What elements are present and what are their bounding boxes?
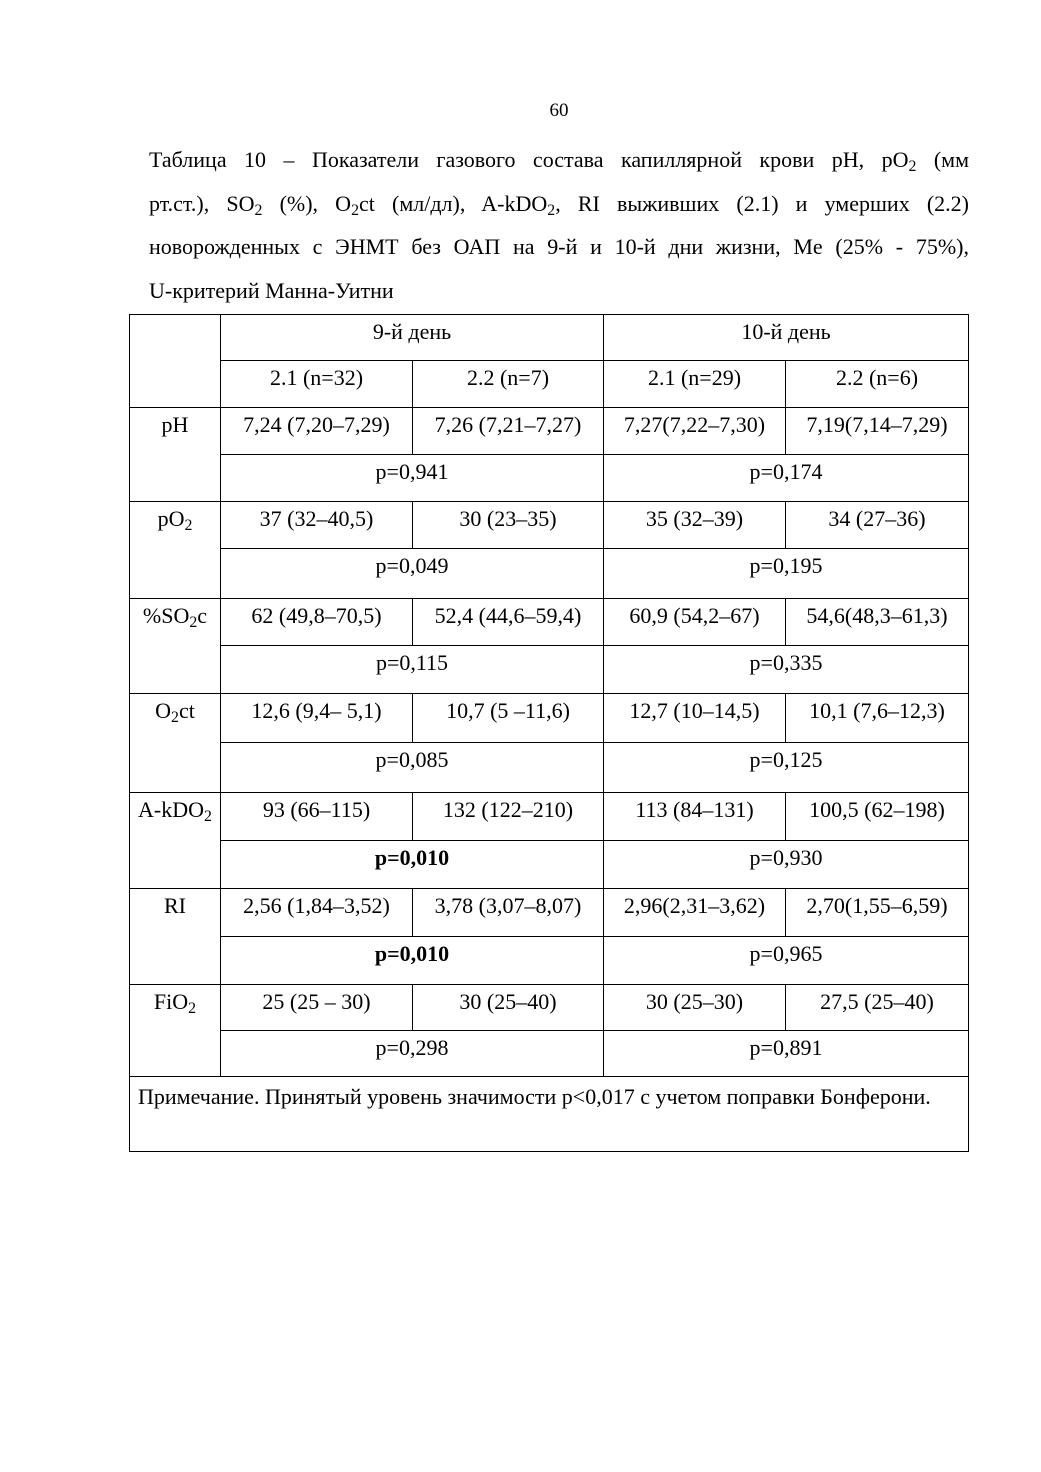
value-cell: 10,7 (5 –11,6) (413, 694, 604, 743)
value-cell: 7,26 (7,21–7,27) (413, 408, 604, 455)
p-value-day10: p=0,930 (604, 841, 969, 889)
row-label: $O_2ct$ (130, 694, 221, 793)
p-value-day9: p=0,115 (221, 646, 604, 694)
table-row (130, 599, 969, 646)
value-cell: 30 (23–35) (413, 502, 604, 549)
value-cell: 93 (66–115) (221, 793, 413, 841)
value-cell: 2,96(2,31–3,62) (604, 889, 786, 937)
header-group: 2.1 (n=29) (604, 361, 786, 408)
value-cell: 7,24 (7,20–7,29) (221, 408, 413, 455)
table-row (130, 694, 969, 743)
header-group: 2.2 (n=6) (786, 361, 969, 408)
value-cell: 37 (32–40,5) (221, 502, 413, 549)
p-value-row (130, 743, 969, 793)
value-cell: 54,6(48,3–61,3) (786, 599, 969, 646)
row-label: RI (130, 889, 221, 985)
value-cell: 30 (25–30) (604, 985, 786, 1031)
blood-gas-table (129, 314, 969, 1152)
header-row-days (130, 315, 969, 361)
p-value-day9: p=0,085 (221, 743, 604, 793)
p-value-day10: p=0,965 (604, 937, 969, 985)
p-value-day10: p=0,891 (604, 1031, 969, 1077)
p-value-day9: p=0,298 (221, 1031, 604, 1077)
table-caption (149, 138, 969, 312)
value-cell: 52,4 (44,6–59,4) (413, 599, 604, 646)
value-cell: 10,1 (7,6–12,3) (786, 694, 969, 743)
p-value-row (130, 1031, 969, 1077)
value-cell: 60,9 (54,2–67) (604, 599, 786, 646)
row-label: $pO_2$ (130, 502, 221, 599)
value-cell: 12,7 (10–14,5) (604, 694, 786, 743)
p-value-day9: p=0,010 (221, 841, 604, 889)
table-row (130, 985, 969, 1031)
note-row (130, 1077, 969, 1152)
p-value-day9: p=0,941 (221, 455, 604, 502)
caption-line-1: Таблица 10 – Показатели газового состава капиллярной крови pH, $pO_2$ (мм (149, 147, 970, 175)
row-label: $\%SO_2c$ (130, 599, 221, 694)
caption-line-4: U-критерий Манна-Уитни (149, 277, 394, 303)
row-label: pH (130, 408, 221, 502)
value-cell: 2,56 (1,84–3,52) (221, 889, 413, 937)
p-value-day10: p=0,174 (604, 455, 969, 502)
row-label: FiO$_2$ (130, 985, 221, 1077)
header-day9: 9-й день (221, 315, 604, 361)
corner-cell (130, 315, 221, 408)
header-day10: 10-й день (604, 315, 969, 361)
p-value-day10: p=0,195 (604, 549, 969, 599)
page-number: 60 (549, 100, 569, 121)
value-cell: 132 (122–210) (413, 793, 604, 841)
value-cell: 7,19(7,14–7,29) (786, 408, 969, 455)
p-value-row (130, 549, 969, 599)
value-cell: 62 (49,8–70,5) (221, 599, 413, 646)
table-note: Примечание. Принятый уровень значимости p<0,017 с учетом поправки Бонферони. (130, 1077, 969, 1152)
value-cell: 30 (25–40) (413, 985, 604, 1031)
value-cell: 113 (84–131) (604, 793, 786, 841)
header-group: 2.2 (n=7) (413, 361, 604, 408)
header-row-groups (130, 361, 969, 408)
p-value-day9: p=0,010 (221, 937, 604, 985)
p-value-row (130, 937, 969, 985)
row-label: A-kDO$_2$ (130, 793, 221, 889)
table-row (130, 793, 969, 841)
value-cell: 25 (25 – 30) (221, 985, 413, 1031)
header-group: 2.1 (n=32) (221, 361, 413, 408)
value-cell: 35 (32–39) (604, 502, 786, 549)
p-value-day10: p=0,335 (604, 646, 969, 694)
value-cell: 7,27(7,22–7,30) (604, 408, 786, 455)
value-cell: 2,70(1,55–6,59) (786, 889, 969, 937)
value-cell: 100,5 (62–198) (786, 793, 969, 841)
value-cell: 34 (27–36) (786, 502, 969, 549)
value-cell: 27,5 (25–40) (786, 985, 969, 1031)
table-row (130, 408, 969, 455)
caption-line-3: новорожденных с ЭНМТ без ОАП на 9-й и 10-й дни жизни, Me (25% - 75%), (149, 234, 969, 259)
table-row (130, 889, 969, 937)
p-value-day9: p=0,049 (221, 549, 604, 599)
caption-line-2: рт.ст.), $SO_2$ (%), $O_2ct$ (мл/дл), A-kDO$_2$, RI выживших (2.1) и умерших (2.2) (149, 190, 969, 219)
value-cell: 12,6 (9,4– 5,1) (221, 694, 413, 743)
p-value-row (130, 841, 969, 889)
table-body (130, 315, 969, 1152)
p-value-row (130, 646, 969, 694)
table-row (130, 502, 969, 549)
p-value-row (130, 455, 969, 502)
value-cell: 3,78 (3,07–8,07) (413, 889, 604, 937)
p-value-day10: p=0,125 (604, 743, 969, 793)
